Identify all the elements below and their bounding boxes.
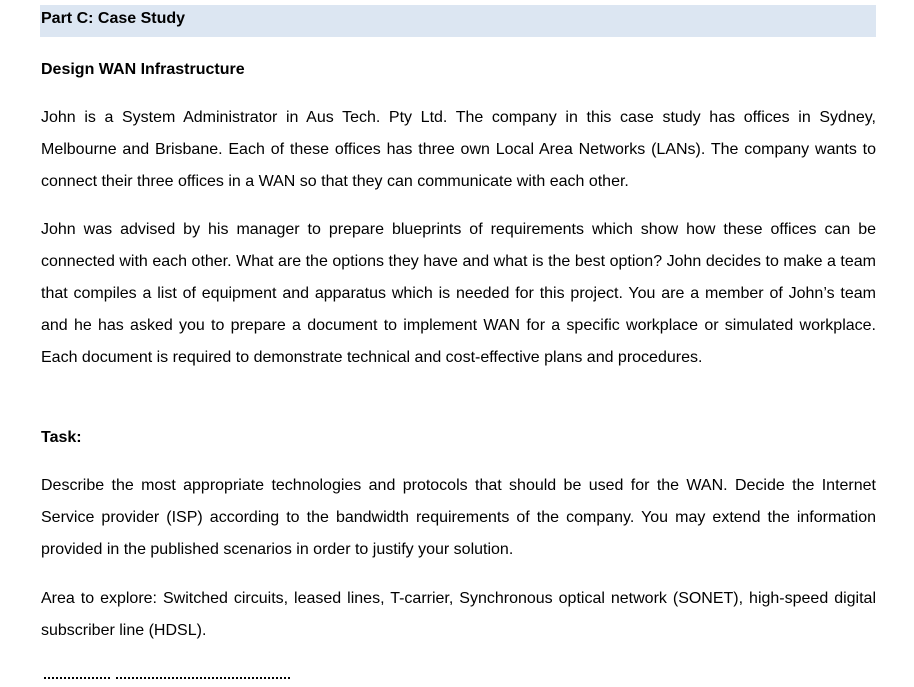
case-study-paragraph-1: John is a System Administrator in Aus Tech. Pty Ltd. The company in this case study has offices in Sydney, Melbourne and Brisbane. Each of these offices has three own Local Area Networks (LANs). The company wants to connect their three offices in a WAN so that they can communicate with each other. bbox=[41, 109, 876, 190]
dotted-line-segment bbox=[44, 677, 110, 681]
case-study-paragraph-2: John was advised by his manager to prepare blueprints of requirements which show how these offices can be connected with each other. What are the options they have and what is the best option? John decides to make a team that compiles a list of equipment and apparatus which is needed for this project. You are a member of John’s team and he has asked you to prepare a document to implement WAN for a specific workplace or simulated workplace. Each document is required to demonstrate technical and cost-effective plans and procedures. bbox=[41, 221, 876, 366]
dotted-answer-line bbox=[44, 677, 290, 687]
task-description: Describe the most appropriate technologies and protocols that should be used for the WAN. Decide the Internet Service provider (ISP) according to the bandwidth requirements of the company. You may extend the information provided in the published scenarios in order to justify your solution. bbox=[41, 477, 876, 558]
document-subheading: Design WAN Infrastructure bbox=[41, 61, 245, 78]
task-heading: Task: bbox=[41, 429, 82, 446]
dotted-line-segment bbox=[116, 677, 290, 681]
section-title: Part C: Case Study bbox=[41, 10, 186, 27]
areas-to-explore: Area to explore: Switched circuits, leased lines, T-carrier, Synchronous optical network (SONET), high-speed digital subscriber line (HDSL). bbox=[41, 590, 876, 639]
